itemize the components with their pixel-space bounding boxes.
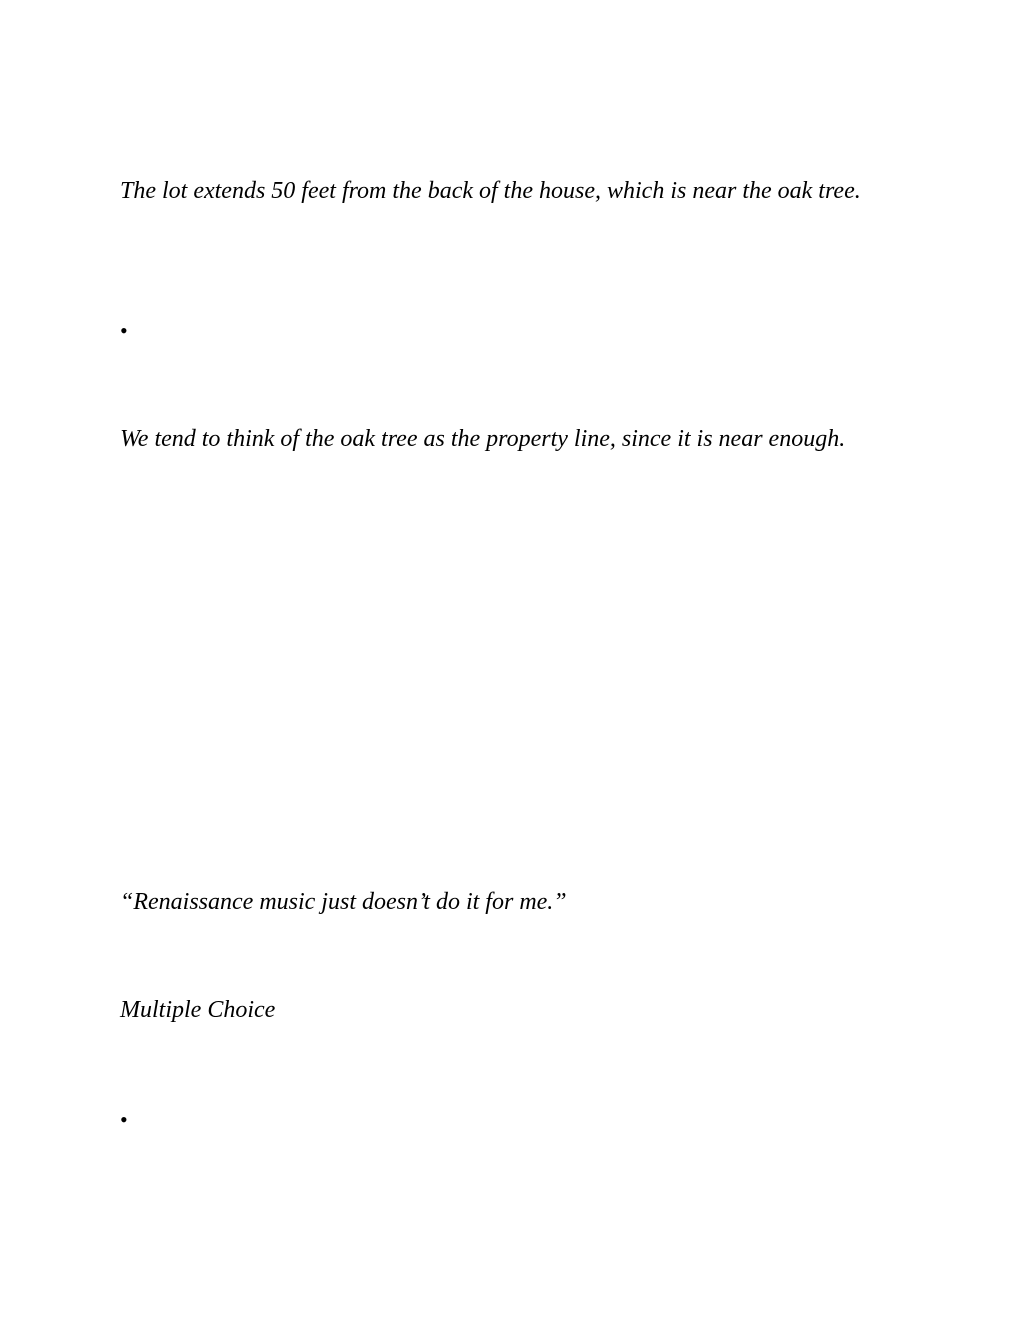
bullet-marker: • xyxy=(120,318,128,343)
quote-renaissance-music: “Renaissance music just doesn’t do it for me.” xyxy=(120,889,567,915)
section-label-multiple-choice: Multiple Choice xyxy=(120,997,276,1023)
bullet-marker: • xyxy=(120,1107,128,1132)
paragraph-oak-tree-property-line: We tend to think of the oak tree as the property line, since it is near enough. xyxy=(120,426,846,452)
paragraph-lot-extends: The lot extends 50 feet from the back of the house, which is near the oak tree. xyxy=(120,178,861,204)
